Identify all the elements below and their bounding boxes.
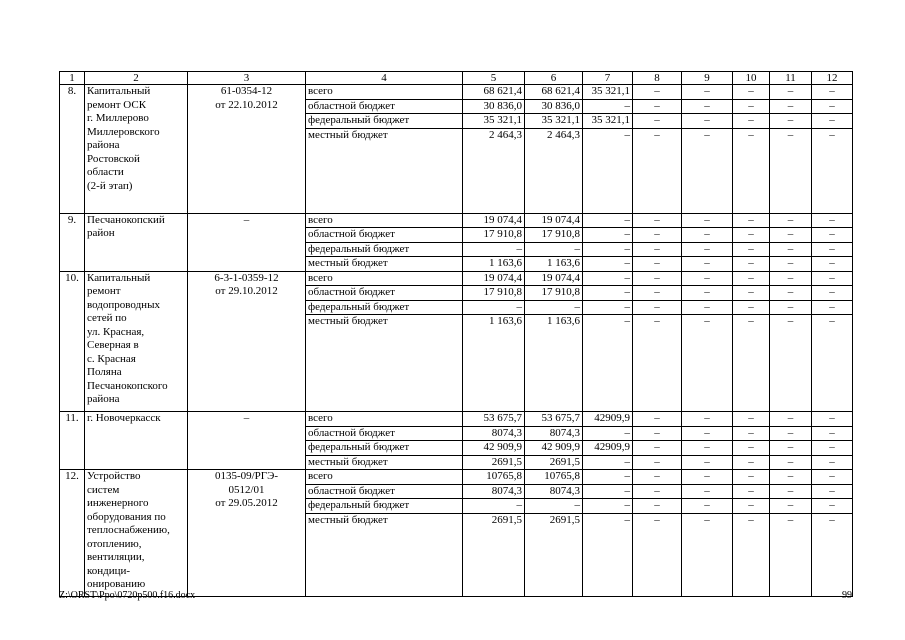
item-number: 12. bbox=[60, 470, 85, 597]
value-cell-col-10: – bbox=[733, 412, 770, 427]
value-cell-col-8: – bbox=[633, 213, 682, 228]
value-cell-col-10: – bbox=[733, 85, 770, 100]
value-cell-col-6: 2691,5 bbox=[525, 455, 583, 470]
project-document-line: от 29.05.2012 bbox=[215, 497, 278, 509]
value-cell-col-11: – bbox=[770, 85, 812, 100]
value-cell-col-6: 30 836,0 bbox=[525, 99, 583, 114]
value-cell-col-7: – bbox=[583, 286, 633, 301]
item-name-line: (2-й этап) bbox=[87, 179, 133, 192]
value-cell-col-8: – bbox=[633, 513, 682, 596]
value-cell-col-8: – bbox=[633, 128, 682, 213]
value-cell-col-11: – bbox=[770, 114, 812, 129]
item-name-line: Устройство bbox=[87, 470, 141, 482]
item-name-line: Поляна bbox=[87, 366, 122, 378]
value-cell-col-10: – bbox=[733, 499, 770, 514]
value-cell-col-12: – bbox=[812, 128, 853, 213]
value-cell-col-6: 8074,3 bbox=[525, 426, 583, 441]
value-cell-col-8: – bbox=[633, 99, 682, 114]
value-cell-col-7: – bbox=[583, 300, 633, 315]
value-cell-col-11: – bbox=[770, 470, 812, 485]
page-number: 99 bbox=[842, 590, 852, 601]
item-name bbox=[85, 412, 188, 470]
project-document-line: 0135-09/РГЭ- bbox=[214, 470, 279, 482]
item-name-line: ремонт bbox=[87, 285, 121, 297]
value-cell-col-6: 17 910,8 bbox=[525, 228, 583, 243]
value-cell-col-6: 17 910,8 bbox=[525, 286, 583, 301]
value-cell-col-6: 68 621,4 bbox=[525, 85, 583, 100]
project-document bbox=[188, 213, 306, 271]
funding-source: всего bbox=[306, 85, 463, 100]
value-cell-col-11: – bbox=[770, 499, 812, 514]
value-cell-col-7: – bbox=[583, 470, 633, 485]
value-cell-col-8: – bbox=[633, 455, 682, 470]
value-cell-col-5: 2691,5 bbox=[463, 455, 525, 470]
item-name bbox=[85, 271, 188, 412]
value-cell-col-6: 19 074,4 bbox=[525, 271, 583, 286]
funding-source: всего bbox=[306, 213, 463, 228]
value-cell-col-5: 8074,3 bbox=[463, 484, 525, 499]
funding-source: областной бюджет bbox=[306, 286, 463, 301]
value-cell-col-6: 35 321,1 bbox=[525, 114, 583, 129]
project-document-line: 61-0354-12 bbox=[220, 85, 273, 97]
value-cell-col-12: – bbox=[812, 242, 853, 257]
value-cell-col-5: 19 074,4 bbox=[463, 213, 525, 228]
value-cell-col-11: – bbox=[770, 455, 812, 470]
project-document-line: от 29.10.2012 bbox=[215, 285, 278, 297]
project-document-line: от 22.10.2012 bbox=[215, 98, 278, 111]
value-cell-col-9: – bbox=[682, 114, 733, 129]
value-cell-col-6: 19 074,4 bbox=[525, 213, 583, 228]
value-cell-col-9: – bbox=[682, 286, 733, 301]
page-footer bbox=[59, 590, 852, 602]
value-cell-col-5: 1 163,6 bbox=[463, 315, 525, 412]
value-cell-col-7: – bbox=[583, 271, 633, 286]
funding-source: федеральный бюджет bbox=[306, 300, 463, 315]
item-name-line: района bbox=[87, 393, 120, 405]
funding-source: областной бюджет bbox=[306, 99, 463, 114]
value-cell-col-9: – bbox=[682, 484, 733, 499]
project-document bbox=[188, 85, 306, 214]
value-cell-col-7: – bbox=[583, 99, 633, 114]
value-cell-col-8: – bbox=[633, 242, 682, 257]
value-cell-col-5: – bbox=[463, 242, 525, 257]
table-row bbox=[60, 213, 853, 228]
column-header-7: 7 bbox=[583, 72, 633, 85]
value-cell-col-8: – bbox=[633, 499, 682, 514]
file-path: Z:\ORST\Ppo\0720p500.f16.docx bbox=[59, 590, 196, 601]
value-cell-col-8: – bbox=[633, 271, 682, 286]
item-number: 11. bbox=[60, 412, 85, 470]
value-cell-col-12: – bbox=[812, 455, 853, 470]
value-cell-col-9: – bbox=[682, 455, 733, 470]
value-cell-col-6: 42 909,9 bbox=[525, 441, 583, 456]
column-header-10: 10 bbox=[733, 72, 770, 85]
value-cell-col-12: – bbox=[812, 300, 853, 315]
value-cell-col-10: – bbox=[733, 257, 770, 272]
value-cell-col-5: – bbox=[463, 300, 525, 315]
column-header-12: 12 bbox=[812, 72, 853, 85]
value-cell-col-11: – bbox=[770, 441, 812, 456]
value-cell-col-5: 42 909,9 bbox=[463, 441, 525, 456]
value-cell-col-6: 10765,8 bbox=[525, 470, 583, 485]
value-cell-col-5: 68 621,4 bbox=[463, 85, 525, 100]
value-cell-col-8: – bbox=[633, 426, 682, 441]
value-cell-col-5: 30 836,0 bbox=[463, 99, 525, 114]
funding-source: местный бюджет bbox=[306, 455, 463, 470]
funding-source: всего bbox=[306, 470, 463, 485]
value-cell-col-6: 53 675,7 bbox=[525, 412, 583, 427]
funding-source: федеральный бюджет bbox=[306, 499, 463, 514]
value-cell-col-10: – bbox=[733, 441, 770, 456]
item-name-line: ул. Красная, bbox=[87, 325, 145, 338]
value-cell-col-7: – bbox=[583, 128, 633, 213]
value-cell-col-6: 2691,5 bbox=[525, 513, 583, 596]
item-name-line: Песчанокопского bbox=[87, 379, 168, 392]
value-cell-col-7: – bbox=[583, 228, 633, 243]
item-name-line: онированию bbox=[87, 578, 146, 590]
value-cell-col-6: 1 163,6 bbox=[525, 257, 583, 272]
item-name-line: Капитальный bbox=[87, 85, 151, 97]
budget-table bbox=[59, 71, 853, 597]
funding-source: всего bbox=[306, 271, 463, 286]
value-cell-col-9: – bbox=[682, 128, 733, 213]
item-name-line: Миллеровского bbox=[87, 125, 160, 138]
value-cell-col-12: – bbox=[812, 470, 853, 485]
item-name-line: района bbox=[87, 139, 120, 151]
column-header-4: 4 bbox=[306, 72, 463, 85]
value-cell-col-12: – bbox=[812, 271, 853, 286]
value-cell-col-11: – bbox=[770, 426, 812, 441]
value-cell-col-10: – bbox=[733, 228, 770, 243]
column-header-5: 5 bbox=[463, 72, 525, 85]
value-cell-col-10: – bbox=[733, 513, 770, 596]
item-name-line: вентиляции, bbox=[87, 551, 145, 563]
value-cell-col-9: – bbox=[682, 441, 733, 456]
item-number: 9. bbox=[60, 213, 85, 271]
value-cell-col-6: 2 464,3 bbox=[525, 128, 583, 213]
value-cell-col-12: – bbox=[812, 114, 853, 129]
value-cell-col-8: – bbox=[633, 300, 682, 315]
value-cell-col-11: – bbox=[770, 484, 812, 499]
table-row bbox=[60, 271, 853, 286]
value-cell-col-9: – bbox=[682, 85, 733, 100]
item-name-line: Северная в bbox=[87, 339, 139, 351]
value-cell-col-6: 8074,3 bbox=[525, 484, 583, 499]
value-cell-col-10: – bbox=[733, 286, 770, 301]
value-cell-col-9: – bbox=[682, 228, 733, 243]
value-cell-col-10: – bbox=[733, 242, 770, 257]
value-cell-col-7: – bbox=[583, 242, 633, 257]
table-row bbox=[60, 412, 853, 427]
value-cell-col-7: – bbox=[583, 455, 633, 470]
value-cell-col-8: – bbox=[633, 484, 682, 499]
project-document-line: – bbox=[243, 412, 250, 424]
column-header-11: 11 bbox=[770, 72, 812, 85]
value-cell-col-10: – bbox=[733, 128, 770, 213]
value-cell-col-5: 1 163,6 bbox=[463, 257, 525, 272]
value-cell-col-7: – bbox=[583, 257, 633, 272]
value-cell-col-10: – bbox=[733, 315, 770, 412]
item-name-line: оборудования по bbox=[87, 510, 166, 523]
value-cell-col-8: – bbox=[633, 441, 682, 456]
value-cell-col-12: – bbox=[812, 315, 853, 412]
value-cell-col-10: – bbox=[733, 99, 770, 114]
value-cell-col-5: 2691,5 bbox=[463, 513, 525, 596]
value-cell-col-12: – bbox=[812, 213, 853, 228]
item-name-line: теплоснабжению, bbox=[87, 524, 170, 536]
value-cell-col-9: – bbox=[682, 513, 733, 596]
value-cell-col-7: 42909,9 bbox=[583, 441, 633, 456]
value-cell-col-10: – bbox=[733, 484, 770, 499]
value-cell-col-12: – bbox=[812, 426, 853, 441]
column-header-6: 6 bbox=[525, 72, 583, 85]
funding-source: областной бюджет bbox=[306, 484, 463, 499]
funding-source: областной бюджет bbox=[306, 426, 463, 441]
value-cell-col-11: – bbox=[770, 99, 812, 114]
value-cell-col-10: – bbox=[733, 271, 770, 286]
item-number: 10. bbox=[60, 271, 85, 412]
value-cell-col-9: – bbox=[682, 499, 733, 514]
value-cell-col-11: – bbox=[770, 213, 812, 228]
value-cell-col-9: – bbox=[682, 242, 733, 257]
value-cell-col-11: – bbox=[770, 257, 812, 272]
project-document-line: 0512/01 bbox=[228, 483, 265, 496]
item-name-line: систем bbox=[87, 483, 120, 496]
value-cell-col-8: – bbox=[633, 114, 682, 129]
value-cell-col-9: – bbox=[682, 257, 733, 272]
value-cell-col-9: – bbox=[682, 315, 733, 412]
item-name-line: район bbox=[87, 227, 115, 239]
value-cell-col-5: 35 321,1 bbox=[463, 114, 525, 129]
value-cell-col-12: – bbox=[812, 257, 853, 272]
value-cell-col-7: – bbox=[583, 213, 633, 228]
item-name-line: кондици- bbox=[87, 564, 131, 577]
value-cell-col-11: – bbox=[770, 300, 812, 315]
item-name-line: г. Новочеркасск bbox=[87, 412, 161, 424]
item-name-line: с. Красная bbox=[87, 352, 136, 365]
value-cell-col-8: – bbox=[633, 257, 682, 272]
value-cell-col-12: – bbox=[812, 228, 853, 243]
project-document bbox=[188, 271, 306, 412]
value-cell-col-10: – bbox=[733, 455, 770, 470]
value-cell-col-7: – bbox=[583, 426, 633, 441]
value-cell-col-8: – bbox=[633, 412, 682, 427]
value-cell-col-11: – bbox=[770, 412, 812, 427]
value-cell-col-8: – bbox=[633, 228, 682, 243]
value-cell-col-7: 35 321,1 bbox=[583, 85, 633, 100]
item-name-line: сетей по bbox=[87, 312, 127, 324]
value-cell-col-5: 19 074,4 bbox=[463, 271, 525, 286]
header-row bbox=[60, 72, 853, 85]
column-header-1: 1 bbox=[60, 72, 85, 85]
value-cell-col-8: – bbox=[633, 315, 682, 412]
value-cell-col-7: 35 321,1 bbox=[583, 114, 633, 129]
item-name-line: Ростовской bbox=[87, 152, 140, 165]
value-cell-col-12: – bbox=[812, 484, 853, 499]
value-cell-col-11: – bbox=[770, 286, 812, 301]
value-cell-col-12: – bbox=[812, 499, 853, 514]
project-document-line: 6-3-1-0359-12 bbox=[214, 271, 279, 284]
column-header-3: 3 bbox=[188, 72, 306, 85]
value-cell-col-8: – bbox=[633, 286, 682, 301]
value-cell-col-12: – bbox=[812, 286, 853, 301]
value-cell-col-12: – bbox=[812, 99, 853, 114]
item-name-line: ремонт ОСК bbox=[87, 98, 147, 111]
column-header-2: 2 bbox=[85, 72, 188, 85]
value-cell-col-9: – bbox=[682, 412, 733, 427]
value-cell-col-9: – bbox=[682, 99, 733, 114]
value-cell-col-10: – bbox=[733, 470, 770, 485]
value-cell-col-11: – bbox=[770, 271, 812, 286]
table-row bbox=[60, 85, 853, 100]
funding-source: местный бюджет bbox=[306, 257, 463, 272]
item-name-line: области bbox=[87, 166, 124, 178]
funding-source: местный бюджет bbox=[306, 315, 463, 412]
value-cell-col-11: – bbox=[770, 513, 812, 596]
value-cell-col-5: 17 910,8 bbox=[463, 228, 525, 243]
value-cell-col-7: – bbox=[583, 513, 633, 596]
funding-source: местный бюджет bbox=[306, 513, 463, 596]
funding-source: всего bbox=[306, 412, 463, 427]
value-cell-col-7: – bbox=[583, 499, 633, 514]
value-cell-col-5: 2 464,3 bbox=[463, 128, 525, 213]
value-cell-col-5: 53 675,7 bbox=[463, 412, 525, 427]
value-cell-col-5: 17 910,8 bbox=[463, 286, 525, 301]
value-cell-col-9: – bbox=[682, 213, 733, 228]
value-cell-col-8: – bbox=[633, 470, 682, 485]
item-number: 8. bbox=[60, 85, 85, 214]
item-name bbox=[85, 213, 188, 271]
value-cell-col-5: 10765,8 bbox=[463, 470, 525, 485]
value-cell-col-5: – bbox=[463, 499, 525, 514]
funding-source: федеральный бюджет bbox=[306, 441, 463, 456]
item-name-line: г. Миллерово bbox=[87, 112, 149, 124]
value-cell-col-6: – bbox=[525, 300, 583, 315]
value-cell-col-11: – bbox=[770, 242, 812, 257]
value-cell-col-6: – bbox=[525, 242, 583, 257]
item-name bbox=[85, 470, 188, 597]
value-cell-col-9: – bbox=[682, 470, 733, 485]
project-document bbox=[188, 412, 306, 470]
column-header-8: 8 bbox=[633, 72, 682, 85]
value-cell-col-10: – bbox=[733, 213, 770, 228]
value-cell-col-10: – bbox=[733, 114, 770, 129]
funding-source: местный бюджет bbox=[306, 128, 463, 213]
value-cell-col-12: – bbox=[812, 441, 853, 456]
value-cell-col-7: – bbox=[583, 484, 633, 499]
funding-source: областной бюджет bbox=[306, 228, 463, 243]
value-cell-col-12: – bbox=[812, 85, 853, 100]
table-row bbox=[60, 470, 853, 485]
project-document-line: – bbox=[243, 213, 250, 226]
value-cell-col-8: – bbox=[633, 85, 682, 100]
value-cell-col-6: – bbox=[525, 499, 583, 514]
value-cell-col-10: – bbox=[733, 426, 770, 441]
column-header-9: 9 bbox=[682, 72, 733, 85]
item-name bbox=[85, 85, 188, 214]
project-document bbox=[188, 470, 306, 597]
value-cell-col-10: – bbox=[733, 300, 770, 315]
item-name-line: Песчанокопский bbox=[87, 213, 165, 226]
value-cell-col-9: – bbox=[682, 426, 733, 441]
value-cell-col-11: – bbox=[770, 228, 812, 243]
value-cell-col-5: 8074,3 bbox=[463, 426, 525, 441]
value-cell-col-9: – bbox=[682, 271, 733, 286]
value-cell-col-9: – bbox=[682, 300, 733, 315]
value-cell-col-12: – bbox=[812, 513, 853, 596]
item-name-line: водопроводных bbox=[87, 298, 160, 311]
item-name-line: инженерного bbox=[87, 497, 149, 509]
value-cell-col-7: – bbox=[583, 315, 633, 412]
item-name-line: Капитальный bbox=[87, 271, 151, 284]
funding-source: федеральный бюджет bbox=[306, 242, 463, 257]
item-name-line: отоплению, bbox=[87, 537, 142, 550]
value-cell-col-7: 42909,9 bbox=[583, 412, 633, 427]
value-cell-col-11: – bbox=[770, 128, 812, 213]
value-cell-col-6: 1 163,6 bbox=[525, 315, 583, 412]
funding-source: федеральный бюджет bbox=[306, 114, 463, 129]
value-cell-col-12: – bbox=[812, 412, 853, 427]
value-cell-col-11: – bbox=[770, 315, 812, 412]
